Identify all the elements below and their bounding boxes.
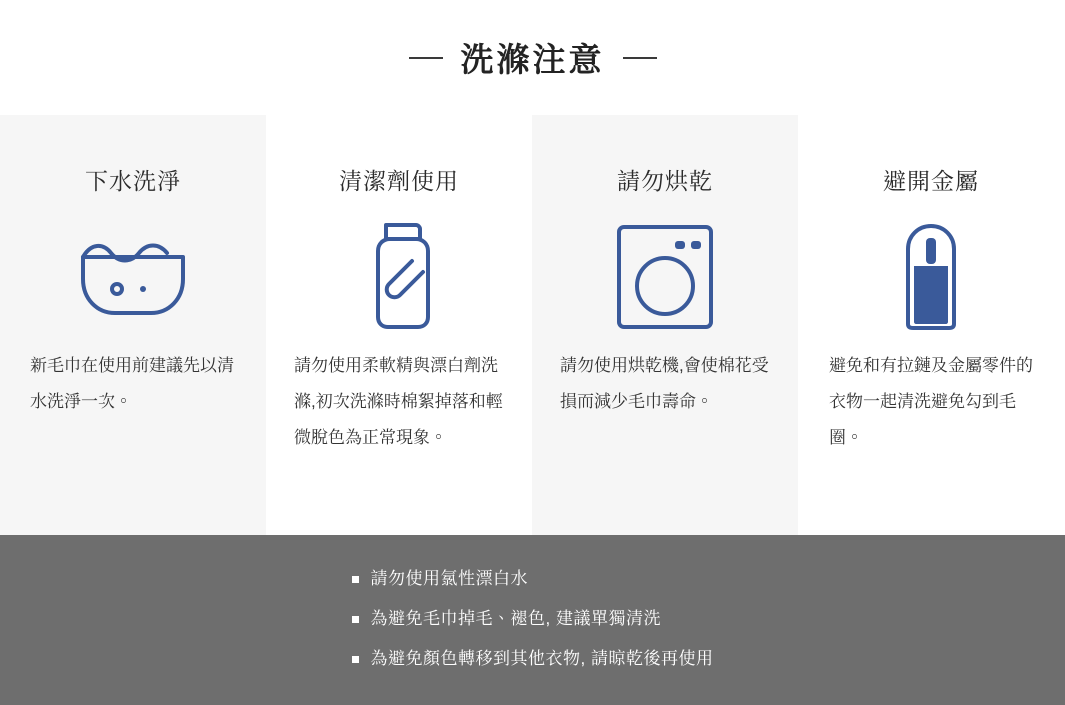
card-title: 請勿烘乾 xyxy=(617,168,713,194)
card-title: 清潔劑使用 xyxy=(339,168,459,194)
wash-basin-icon xyxy=(77,222,189,332)
list-item xyxy=(352,639,714,679)
title-wrap xyxy=(409,34,657,81)
card-description: 避免和有拉鏈及金屬零件的衣物一起清洗避免勾到毛圈。 xyxy=(829,356,1033,447)
card-description: 新毛巾在使用前建議先以清水洗淨一次。 xyxy=(30,356,234,411)
note-text: 為避免顏色轉移到其他衣物, 請晾乾後再使用 xyxy=(370,649,714,668)
card-title: 下水洗淨 xyxy=(85,168,181,194)
card-description: 請勿使用烘乾機,會使棉花受損而減少毛巾壽命。 xyxy=(560,356,769,411)
card-description: 請勿使用柔軟精與漂白劑洗滌,初次洗滌時棉絮掉落和輕微脫色為正常現象。 xyxy=(294,356,503,447)
care-card-list xyxy=(0,115,1065,535)
note-text: 為避免毛巾掉毛、褪色, 建議單獨清洗 xyxy=(370,609,661,628)
note-text: 請勿使用氯性漂白水 xyxy=(370,569,529,588)
square-bullet-icon xyxy=(352,576,359,583)
tumble-dryer-icon xyxy=(615,222,715,332)
page-title-bar xyxy=(0,0,1065,115)
horizontal-rule-icon xyxy=(409,57,443,59)
detergent-bottle-icon xyxy=(356,222,442,332)
notes-list xyxy=(352,559,714,679)
zipper-garment-icon xyxy=(894,222,968,332)
page-title: 洗滌注意 xyxy=(460,40,605,79)
card-title: 避開金屬 xyxy=(883,168,979,194)
care-card-wash xyxy=(0,115,266,535)
list-item xyxy=(352,599,714,639)
horizontal-rule-icon xyxy=(623,57,657,59)
footer-notes-bar xyxy=(0,535,1065,705)
care-card-no-tumble-dry xyxy=(532,115,798,535)
care-card-avoid-metal xyxy=(798,115,1064,535)
care-card-detergent xyxy=(266,115,532,535)
list-item xyxy=(352,559,714,599)
square-bullet-icon xyxy=(352,656,359,663)
square-bullet-icon xyxy=(352,616,359,623)
